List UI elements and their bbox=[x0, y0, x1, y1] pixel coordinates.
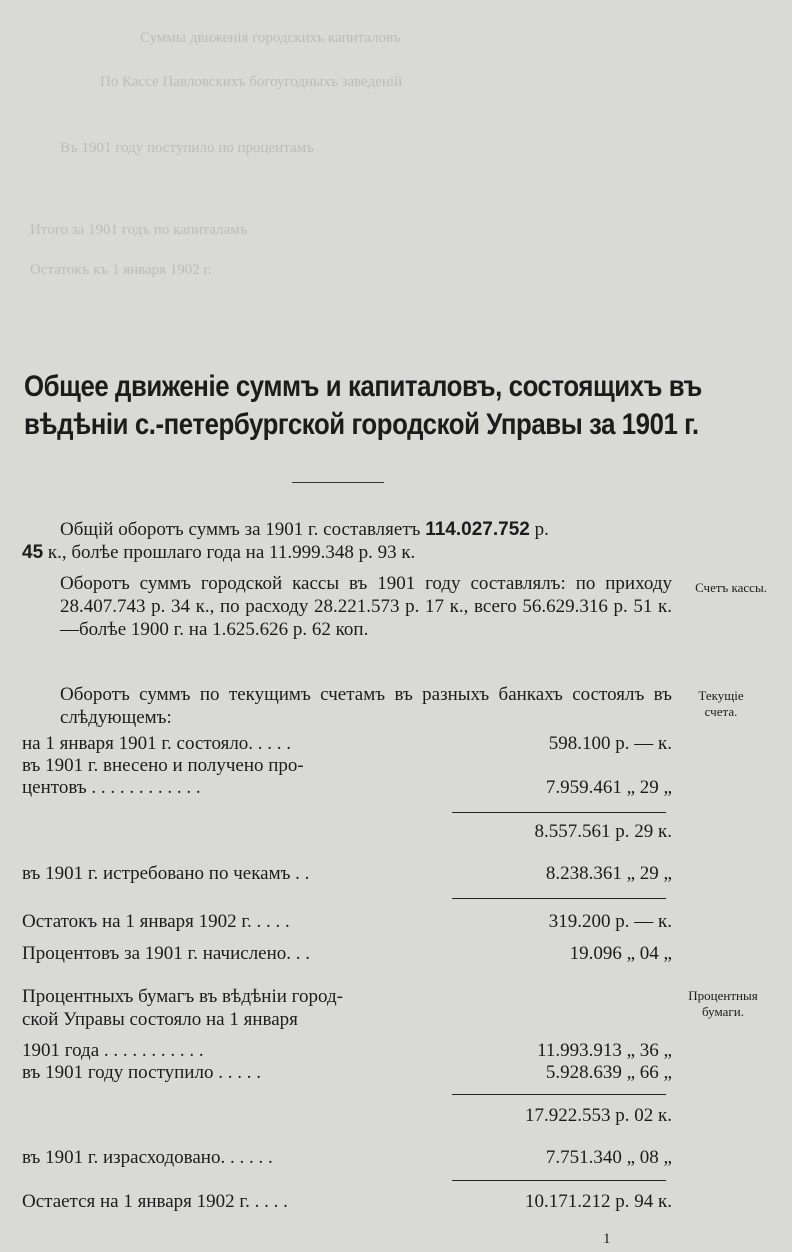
row-label: на 1 января 1901 г. состояло. . . . . bbox=[22, 733, 292, 754]
row-amount: 598.100 р. — к. bbox=[548, 733, 672, 754]
table-row bbox=[22, 732, 672, 756]
row-amount: 19.096 „ 04 „ bbox=[569, 943, 672, 964]
row-label: Процентныхъ бумагъ въ вѣдѣніи город- bbox=[22, 986, 343, 1007]
table-row-subtotal bbox=[22, 1104, 672, 1128]
bleed-through-text: Остатокъ къ 1 января 1902 г. bbox=[30, 262, 212, 278]
row-amount: 7.751.340 „ 08 „ bbox=[545, 1147, 672, 1168]
title-line-1: Общее движеніе суммъ и капиталовъ, состоящихъ въ bbox=[24, 370, 702, 403]
sum-rule bbox=[452, 1094, 666, 1095]
table-row bbox=[22, 862, 672, 886]
side-label-securities bbox=[658, 988, 788, 1020]
row-label: въ 1901 г. израсходовано. . . . . . bbox=[22, 1147, 273, 1168]
bleed-through-text: Суммы движенія городскихъ капиталовъ bbox=[140, 30, 401, 46]
securities-intro-line bbox=[22, 985, 672, 1009]
table-row bbox=[22, 1061, 672, 1085]
row-label: 1901 года . . . . . . . . . . . bbox=[22, 1040, 204, 1061]
row-amount: 8.238.361 „ 29 „ bbox=[545, 863, 672, 884]
current-accounts-intro-text: Оборотъ суммъ по текущимъ счетамъ въ разныхъ банкахъ состоялъ въ слѣдующемъ: bbox=[60, 684, 672, 728]
bleed-through-text: Итого за 1901 годъ по капиталамъ bbox=[30, 222, 248, 238]
side-label-line: Текущіе bbox=[698, 688, 744, 703]
city-cash-paragraph bbox=[22, 572, 672, 641]
side-label-line: Процентныя bbox=[688, 988, 758, 1003]
row-label: центовъ . . . . . . . . . . . . bbox=[22, 777, 201, 798]
sum-rule bbox=[452, 812, 666, 813]
table-row bbox=[22, 942, 672, 966]
table-row bbox=[22, 754, 672, 778]
current-accounts-intro bbox=[22, 683, 672, 729]
row-label: въ 1901 году поступило . . . . . bbox=[22, 1062, 261, 1083]
table-row-subtotal bbox=[22, 820, 672, 844]
turnover-unit: р. bbox=[534, 519, 549, 540]
city-cash-text: Оборотъ суммъ городской кассы въ 1901 году составлялъ: по приходу 28.407.743 р. 34 к., по расходу 28.221.573 р. 17 к., всего 56.629.316 р. 51 к.—болѣе 1900 г. на 1.625.626 р. 62 коп. bbox=[60, 573, 672, 640]
row-amount: 319.200 р. — к. bbox=[548, 911, 672, 932]
side-label-current-accounts bbox=[666, 688, 776, 720]
table-row bbox=[22, 1039, 672, 1063]
page-title bbox=[24, 368, 702, 444]
turnover-amount: 114.027.752 bbox=[425, 519, 530, 540]
table-row-balance bbox=[22, 1190, 672, 1214]
securities-intro-line bbox=[22, 1008, 672, 1032]
row-amount: 10.171.212 р. 94 к. bbox=[525, 1191, 672, 1212]
row-label: въ 1901 г. внесено и получено про- bbox=[22, 755, 304, 776]
title-line-2: вѣдѣніи с.-петербургской городской Управы за 1901 г. bbox=[24, 408, 699, 441]
bleed-through-text: По Кассе Павловскихъ богоугодныхъ заведеній bbox=[100, 74, 403, 90]
turnover-kopecks: 45 bbox=[22, 542, 44, 563]
row-label: Процентовъ за 1901 г. начислено. . . bbox=[22, 943, 311, 964]
bleed-through-text: Въ 1901 году поступило по процентамъ bbox=[60, 140, 314, 156]
row-amount: 8.557.561 р. 29 к. bbox=[534, 821, 672, 842]
title-divider bbox=[292, 482, 384, 483]
table-row bbox=[22, 1146, 672, 1170]
row-amount: 5.928.639 „ 66 „ bbox=[545, 1062, 672, 1083]
sum-rule bbox=[452, 1180, 666, 1181]
side-label-line: счета. bbox=[704, 704, 738, 719]
table-row-balance bbox=[22, 910, 672, 934]
sum-rule bbox=[452, 898, 666, 899]
row-amount: 17.922.553 р. 02 к. bbox=[525, 1105, 672, 1126]
turnover-comparison: к., болѣе прошлаго года на 11.999.348 р. 93 к. bbox=[47, 542, 416, 563]
row-label: въ 1901 г. истребовано по чекамъ . . bbox=[22, 863, 310, 884]
table-row bbox=[22, 776, 672, 800]
row-label: Остается на 1 января 1902 г. . . . . bbox=[22, 1191, 288, 1212]
row-amount: 11.993.913 „ 36 „ bbox=[537, 1040, 672, 1061]
row-amount: 7.959.461 „ 29 „ bbox=[545, 777, 672, 798]
turnover-paragraph bbox=[22, 518, 672, 564]
turnover-text: Общій оборотъ суммъ за 1901 г. составляетъ bbox=[60, 519, 421, 540]
side-label-line: бумаги. bbox=[702, 1004, 744, 1019]
side-label-cash: Счетъ кассы. bbox=[695, 580, 767, 595]
page-number: 1 bbox=[603, 1231, 611, 1247]
row-label: Остатокъ на 1 января 1902 г. . . . . bbox=[22, 911, 290, 932]
row-label: ской Управы состояло на 1 января bbox=[22, 1009, 298, 1030]
